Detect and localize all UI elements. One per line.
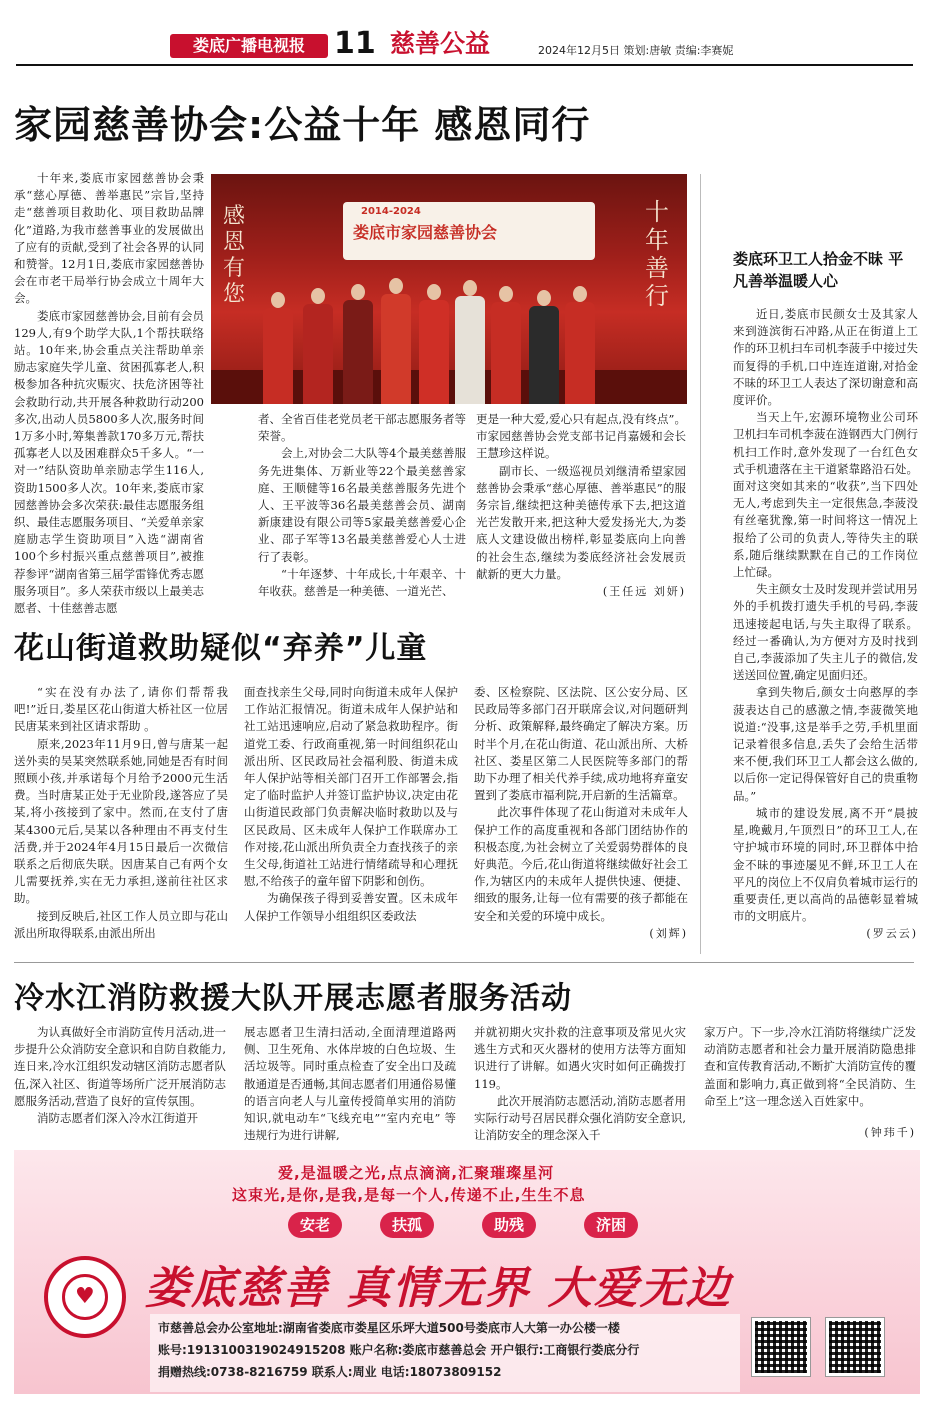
article2-byline: (刘辉) — [649, 926, 688, 940]
ad-account: 账号:1913100319024915208 账户名称:娄底市慈善总会 开户银行:工商银行娄底分行 — [158, 1343, 640, 1357]
person-figure — [491, 286, 521, 404]
ad-address: 市慈善总会办公室地址:湖南省娄底市娄星区乐坪大道500号娄底市人大第一办公楼一楼 — [158, 1321, 620, 1335]
article3-col4 — [704, 1024, 916, 1141]
person-figure — [343, 284, 373, 404]
person-figure — [303, 288, 333, 404]
ad-pill: 助残 — [482, 1212, 536, 1238]
paragraph: 十年来,娄底市家园慈善协会秉承“慈心厚德、善举惠民”宗旨,坚持走“慈善项目救助化、项目救助品牌化”道路,为我市慈善事业的发展做出了应有的贡献,受到了社会各界的认同和赞誉。12月1日,娄底市家园慈善协会在市老干局举行协会成立十周年大会。 — [14, 171, 204, 306]
article3-col3 — [474, 1024, 686, 1144]
article3-byline: (钟玮千) — [864, 1126, 916, 1140]
banner-title: 娄底市家园慈善协会 — [353, 223, 498, 242]
heart-icon: ♥ — [75, 1284, 95, 1309]
issue-meta: 2024年12月5日 策划:唐敏 责编:李赛妮 — [538, 44, 734, 57]
newspaper-brand: 娄底广播电视报 — [170, 34, 328, 58]
side-article-title: 娄底环卫工人拾金不昧 平凡善举温暖人心 — [733, 250, 904, 290]
article2-col3 — [474, 684, 688, 942]
charity-logo — [44, 1256, 126, 1338]
person-figure — [263, 292, 293, 404]
paragraph: 面查找亲生父母,同时向街道未成年人保护工作站汇报情况。街道未成年人保护站和社工站迅速响应,启动了紧急救助程序。街道党工委、行政商重视,第一时间组织花山派出所、区民政局社会福利股、街道未成年人保护站等相关部门召开工作部署会,指定了临时监护人并签订监护协议,决定由花山街道民政部门负责解决临时救助以及与区民政局、区未成年人保护工作联席办工作对接,花山派出所负责全力查找孩子的亲生父母,街道社工站进行情绪疏导和心理抚慰,不给孩子的童年留下阴影和创伤。 — [244, 685, 458, 889]
paragraph: 消防志愿者们深入冷水江街道开 — [37, 1111, 198, 1126]
paragraph: 城市的建设发展,离不开“晨披星,晚戴月,午顶烈日”的环卫工人,在守护城市环境的同时,环卫群体中拾金不昧的事迹屡见不鲜,环卫工人在平凡的岗位上不仅肩负着城市运行的重要责任,更以高尚的品德彰显着城市的文明底片。 — [733, 805, 918, 924]
ad-pill: 安老 — [288, 1212, 342, 1238]
article2-col1 — [14, 684, 228, 942]
person-figure — [565, 286, 595, 404]
paragraph: 副市长、一级巡视员刘继清希望家园慈善协会秉承“慈心厚德、善举惠民”的服务宗旨,继续把这种美德传承下去,把这道光芒发散开来,把这种大爱发扬光大,为娄底人文建设做出榜样,彰显娄底向上向善的社会生态,继续为娄底经济社会发展贡献新的更大力量。 — [476, 463, 686, 581]
person-figure — [419, 284, 449, 404]
qr-code-icon — [826, 1318, 884, 1376]
article2-col2 — [244, 684, 458, 925]
ad-line2: 这束光,是你,是我,是每一个人,传递不止,生生不息 — [232, 1186, 586, 1204]
paragraph: “实在没有办法了,请你们帮帮我吧!”近日,娄星区花山街道大桥社区一位居民唐某来到社区请求帮助 。 — [14, 685, 228, 734]
article1-col2 — [258, 411, 466, 600]
column-divider — [700, 174, 701, 954]
paragraph: 失主颜女士及时发现并尝试用另外的手机拨打遗失手机的号码,李菠迅速接起电话,与失主取得了联系。经过一番确认,为方便对方及时找到自己,李菠添加了失主儿子的微信,发送送回位置,确定见面归还。 — [733, 582, 918, 683]
article1-col1 — [14, 170, 204, 617]
paragraph: 原来,2023年11月9日,曾与唐某一起送外卖的吴某突然联系她,同她是否有时间照顾小孩,并承诺每个月给予2000元生活费。当时唐某正处于无业阶段,遂答应了吴某,将小孩接到了家中。然而,在支付了唐某4300元后,吴某以各种理由不再支付生活费,并于2024年4月15日最后一次微信联系之后彻底失联。因唐某自己有两个女儿需要抚养,实在无力承担,遂前往社区求助。 — [14, 736, 228, 906]
side-article-byline: (罗云云) — [866, 927, 918, 941]
ad-pill: 济困 — [584, 1212, 638, 1238]
ad-slogan: 娄底慈善 真情无界 大爱无边 — [145, 1263, 732, 1314]
article2-title: 花山街道救助疑似“弃养”儿童 — [14, 631, 428, 666]
person-figure — [455, 280, 485, 404]
ad-pill: 扶孤 — [380, 1212, 434, 1238]
article3-col1 — [14, 1024, 226, 1127]
paragraph: 近日,娄底市民颜女士及其家人来到涟滨街石冲路,从正在街道上工作的环卫机扫车司机李菠手中接过失而复得的手机,口中连连道谢,对拾金不昧的环卫工人表达了深切谢意和高度评价。 — [733, 307, 918, 408]
calligraphy-right: 十年善行 — [645, 198, 669, 310]
ad-hotline: 捐赠热线:0738-8216759 联系人:周业 电话:18073809152 — [158, 1365, 502, 1379]
calligraphy-left: 感恩有您 — [223, 204, 246, 307]
paragraph: 为认真做好全市消防宣传月活动,进一步提升公众消防安全意识和自防自救能力,连日来,冷水江组织发动辖区消防志愿者队伍,深入社区、街道等场所广泛开展消防志愿服务活动,营造了良好的宣传氛围。 — [14, 1025, 226, 1108]
page-number: 11 — [334, 26, 376, 61]
paragraph: 更是一种大爱,爱心只有起点,没有终点”。市家园慈善协会党支部书记肖嘉媛和会长王慧珍这样说。 — [476, 412, 686, 461]
article1-title: 家园慈善协会:公益十年 感恩同行 — [14, 103, 591, 147]
article1-col3 — [476, 411, 686, 600]
side-article-body — [733, 306, 918, 943]
event-photo — [211, 174, 687, 404]
header-rule — [16, 64, 913, 66]
person-figure — [381, 278, 411, 404]
article3-col2 — [244, 1024, 456, 1144]
paragraph: 当天上午,宏源环境物业公司环卫机扫车司机李菠在涟钢西大门例行机扫工作时,意外发现了一台红色女式手机遗落在主干道紧靠路沿石处。面对这突如其来的“收获”,当下四处无人,考虑到失主一定很焦急,李菠没有丝毫犹豫,第一时间将这一情况上报给了公司的负责人,等待失主的联系,随后继续默默在自己的工作岗位上忙碌。 — [733, 410, 918, 580]
section-title: 慈善公益 — [390, 29, 491, 58]
article1-byline: (王任远 刘妍) — [602, 585, 686, 599]
paragraph: 家万户。下一步,冷水江消防将继续广泛发动消防志愿者和社会力量开展消防隐患排查和宣传教育活动,不断扩大消防宣传的覆盖面和影响力,真正做到将“全民消防、生命至上”这一理念送入百姓家中。 — [704, 1025, 916, 1108]
person-figure — [529, 290, 559, 404]
qr-code-icon — [752, 1318, 810, 1376]
paragraph: 并就初期火灾扑救的注意事项及常见火灾逃生方式和灭火器材的使用方法等方面知识进行了讲解。如遇火灾时如何正确拨打119。 — [474, 1025, 686, 1091]
paragraph: 接到反映后,社区工作人员立即与花山派出所取得联系,由派出所出 — [14, 908, 228, 940]
section-rule — [14, 962, 914, 963]
banner-year: 2014-2024 — [361, 206, 421, 217]
paragraph: 委、区检察院、区法院、区公安分局、区民政局等多部门召开联席会议,对问题研判分析、政策解释,最终确定了解决方案。历时半个月,在花山街道、花山派出所、大桥社区、娄星区第二人民医院等多部门的帮助下办理了相关代养手续,成功地将弃童安置到了娄底市福利院,开启新的生活篇章。 — [474, 685, 688, 803]
ad-line1: 爱,是温暖之光,点点滴滴,汇聚璀璨星河 — [278, 1164, 555, 1182]
article3-title: 冷水江消防救援大队开展志愿者服务活动 — [14, 981, 572, 1016]
paragraph: 此次开展消防志愿活动,消防志愿者用实际行动号召居民群众强化消防安全意识,让消防安全的理念深入千 — [474, 1093, 686, 1143]
paragraph: 拿到失物后,颜女士向憨厚的李菠表达自己的感激之情,李菠微笑地说道:“没事,这是举手之劳,手机里面记录着很多信息,丢失了会给生活带来不便,我们环卫工人都会这么做的,以后你一定记得保管好自己的贵重物品。” — [733, 685, 918, 803]
paragraph: 会上,对协会二大队等4个最美慈善服务先进集体、万新业等22个最美慈善家庭、王顺健等16名最美慈善服务先进个人、王平波等36名最美慈善会员、湖南新康建设有限公司等5家最美慈善爱心企业、邵子军等13名最美慈善爱心人士进行了表彰。 — [258, 446, 466, 564]
paragraph: 展志愿者卫生清扫活动,全面清理道路两侧、卫生死角、水体岸坡的白色垃圾、生活垃圾等。同时重点检查了安全出口及疏散通道是否通畅,其间志愿者们用通俗易懂的语言向老人与儿童传授简单实用的消防知识,就电动车“飞线充电”“室内充电” 等违规行为进行讲解, — [244, 1025, 456, 1143]
paragraph: 娄底市家园慈善协会,目前有会员129人,有9个助学大队,1个帮扶联络站。10年来,协会重点关注帮助单亲励志家庭失学儿童、贫困孤寡老人,积极参加各种抗灾赈灾、扶危济困等社会救助行动,共开展各种救助行动200多次,出动人员5800多人次,服务时间1万多小时,筹集善款170多万元,帮扶孤寡老人以及困难群众5千多人。“一对一”结队资助单亲励志学生116人,资助1500多人次。10年来,娄底市家园慈善协会多次荣获:最佳志愿服务组织、最佳志愿服务项目、“关爱单亲家庭励志学生资助项目”入选“湖南省100个乡村振兴重点慈善项目”,被推荐参评“湖南省第三届学雷锋优秀志愿服务项目”。多人荣获市级以上最美志愿者、十佳慈善志愿 — [14, 308, 204, 616]
paragraph: 此次事件体现了花山街道对未成年人保护工作的高度重视和各部门团结协作的积极态度,为社会树立了关爱弱势群体的良好典范。今后,花山街道将继续做好社会工作,为辖区内的未成年人提供快速、便捷、细致的服务,让每一位有需要的孩子都能在安全和关爱的环境中成长。 — [474, 805, 688, 923]
paragraph: 为确保孩子得到妥善安置。区未成年人保护工作领导小组组织区委政法 — [244, 891, 458, 923]
paragraph: “十年逐梦、十年成长,十年艰辛、十年收获。慈善是一种美德、一道光芒、 — [258, 566, 466, 599]
paragraph: 者、全省百佳老党员老干部志愿服务者等荣誉。 — [258, 412, 466, 444]
